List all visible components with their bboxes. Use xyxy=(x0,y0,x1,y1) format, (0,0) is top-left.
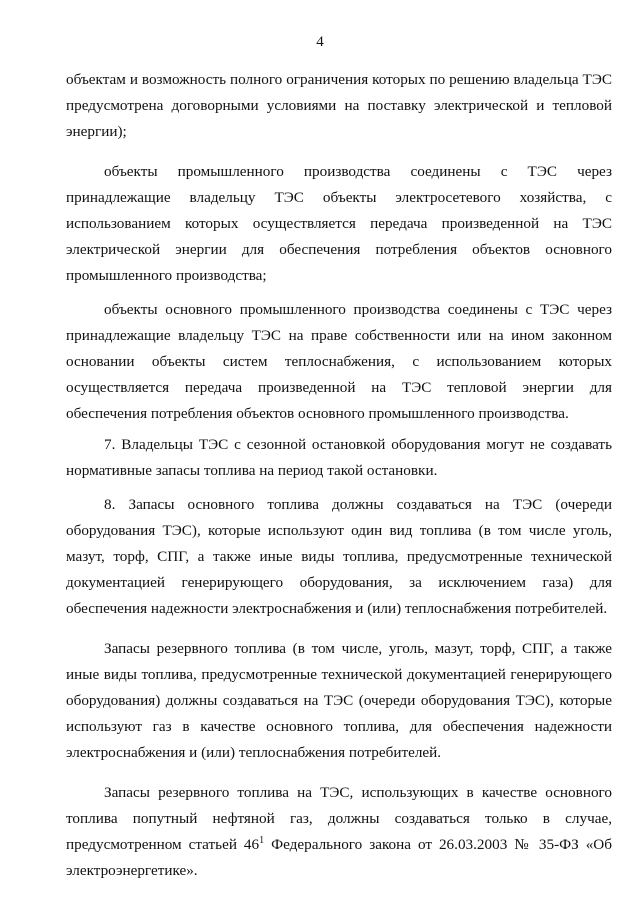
document-body xyxy=(66,67,612,884)
paragraph-associated-gas xyxy=(66,780,612,884)
paragraph-associated-gas-text: Запасы резервного топлива на ТЭС, использующих в качестве основного топлива попутный нефтяной газ, должны создаваться только в случае, предусмотренном статьей 46 xyxy=(66,784,612,853)
paragraph-industrial-grid-objects: объекты промышленного производства соединены с ТЭС через принадлежащие владельцу ТЭС объекты электросетевого хозяйства, с использованием которых осуществляется передача произведенной на ТЭС электрической энергии для обеспечения потребления объектов основного промышленного производства; xyxy=(66,163,612,284)
paragraph-item-7: 7. Владельцы ТЭС с сезонной остановкой оборудования могут не создавать нормативные запасы топлива на период такой остановки. xyxy=(66,436,612,479)
paragraph-item-8: 8. Запасы основного топлива должны создаваться на ТЭС (очереди оборудования ТЭС), которые используют один вид топлива (в том числе уголь, мазут, торф, СПГ, а также иные виды топлива, предусмотренные технической документацией генерирующего оборудования, за исключением газа) для обеспечения надежности электроснабжения и (или) теплоснабжения потребителей. xyxy=(66,496,612,617)
paragraph-heat-supply-objects: объекты основного промышленного производства соединены с ТЭС через принадлежащие владельцу ТЭС на праве собственности или на ином законном основании объекты систем теплоснабжения, с использованием которых осуществляется передача произведенной на ТЭС тепловой энергии для обеспечения потребления объектов основного промышленного производства. xyxy=(66,301,612,422)
page-number: 4 xyxy=(316,34,324,50)
paragraph-continuation: объектам и возможность полного ограничения которых по решению владельца ТЭС предусмотрена договорными условиями на поставку электрической и тепловой энергии); xyxy=(66,71,612,140)
paragraph-reserve-fuel: Запасы резервного топлива (в том числе, уголь, мазут, торф, СПГ, а также иные виды топлива, предусмотренные технической документацией генерирующего оборудования) должны создаваться на ТЭС (очереди оборудования ТЭС), которые используют газ в качестве основного топлива, для обеспечения надежности электроснабжения и (или) теплоснабжения потребителей. xyxy=(66,640,612,761)
paragraph-associated-gas-tail: Федерального закона от 26.03.2003 № 35-ФЗ «Об электроэнергетике». xyxy=(66,836,613,879)
article-superscript: 1 xyxy=(259,835,265,846)
